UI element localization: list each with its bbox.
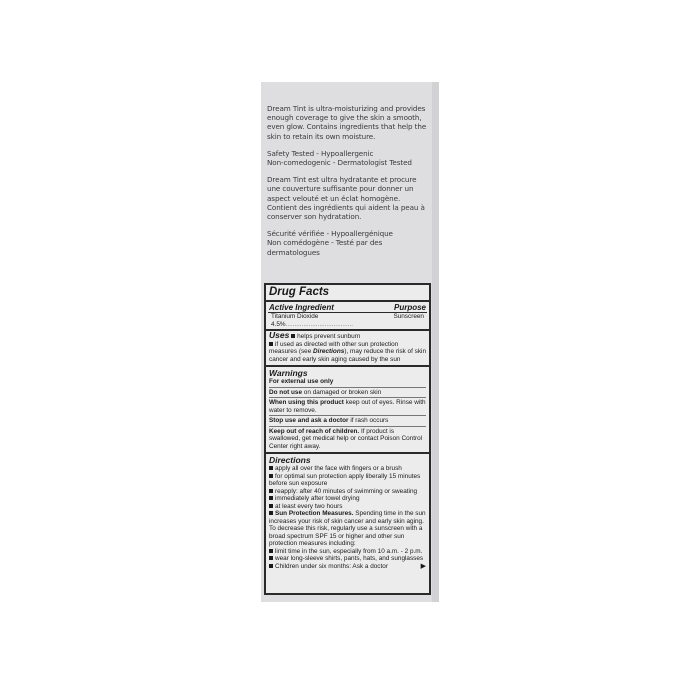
bullet-icon [269,549,273,553]
spm-item-1: limit time in the sun, especially from 10 a.m. - 2 p.m. [275,547,423,555]
bullet-icon [269,564,273,568]
drug-facts-title: Drug Facts [269,286,330,298]
uses-item-2-post: ), may reduce the risk of skin cancer and early skin aging caused by the sun [269,348,426,363]
drug-facts-box [264,283,431,595]
uses-heading: Uses [269,330,290,340]
description-fr: Dream Tint est ultra hydratante et procure une couverture suffisante pour donner un aspect velouté et un éclat homogène. Contient des ingrédients qui aident la peau à conserver son hydratation. [267,175,425,222]
directions-item-4: immediately after towel drying [275,495,360,502]
bullet-icon [269,496,273,500]
ingredient-dots: ...................................... [285,320,354,328]
bullet-icon [269,556,273,560]
directions-heading: Directions [269,455,311,465]
directions-item-1: apply all over the face with fingers or a brush [275,465,402,472]
claims-en: Safety Tested - Hypoallergenic Non-comedogenic - Dermatologist Tested [267,148,412,168]
bullet-icon [291,334,295,338]
when-using-text: keep out of eyes. Rinse with water to remove. [269,399,426,414]
active-ingredient-header [266,302,429,312]
active-ingredient-label: Active Ingredient [269,303,334,312]
do-not-use-text: on damaged or broken skin [302,388,382,396]
bullet-icon [269,511,273,515]
bullet-icon [269,489,273,493]
warning-external: For external use only [269,378,334,385]
warnings-heading: Warnings [269,368,308,378]
bullet-icon [269,474,273,478]
keep-out-text: If product is swallowed, get medical help or contact Poison Control Center right away. [269,427,423,450]
bullet-icon [269,504,273,508]
ingredient-purpose: Sunscreen [393,313,424,320]
warnings-section [266,367,429,452]
directions-item-3: reapply: after 40 minutes of swimming or sweating [275,487,418,495]
spm-text: Spending time in the sun increases your risk of skin cancer and early skin aging. To decrease this risk, regularly use a sunscreen with a broad spectrum SPF 15 or higher and other sun protection measures including: [269,510,426,547]
claims-fr: Sécurité vérifiée - Hypoallergénique Non comédogène - Testé par des dermatologues [267,229,393,257]
directions-item-2: for optimal sun protection apply liberally 15 minutes before sun exposure [269,472,421,487]
stop-use-text: if rash occurs [348,417,389,424]
bullet-icon [269,466,273,470]
ingredient-name: Titanium Dioxide 4.5% [271,313,319,328]
uses-item-2-pre: if used as directed with other sun protection measures (see [269,340,399,355]
directions-section [266,454,429,572]
spm-item-3: Children under six months: Ask a doctor [275,562,388,570]
uses-section [266,331,429,365]
uses-item-1: helps prevent sunburn [297,333,361,340]
when-using-label: When using this product [269,399,344,406]
bullet-icon [269,342,273,346]
directions-item-5: at least every two hours [275,502,343,510]
do-not-use-label: Do not use [269,388,303,396]
carton-edge-shadow [432,82,439,602]
purpose-label: Purpose [393,303,426,312]
description-en: Dream Tint is ultra-moisturizing and provides enough coverage to give the skin a smooth, even glow. Contains ingredients that help the skin to retain its own moisture. [267,104,427,141]
continue-arrow-icon: ▶ [420,562,426,570]
stop-use-label: Stop use and ask a doctor [269,417,349,424]
uses-directions-ref: Directions [313,348,345,355]
spm-label: Sun Protection Measures. [275,510,354,517]
ingredient-row [268,312,427,329]
spm-item-2: wear long-sleeve shirts, pants, hats, and sunglasses [275,555,424,562]
product-description [267,104,431,265]
keep-out-label: Keep out of reach of children. [269,427,360,435]
